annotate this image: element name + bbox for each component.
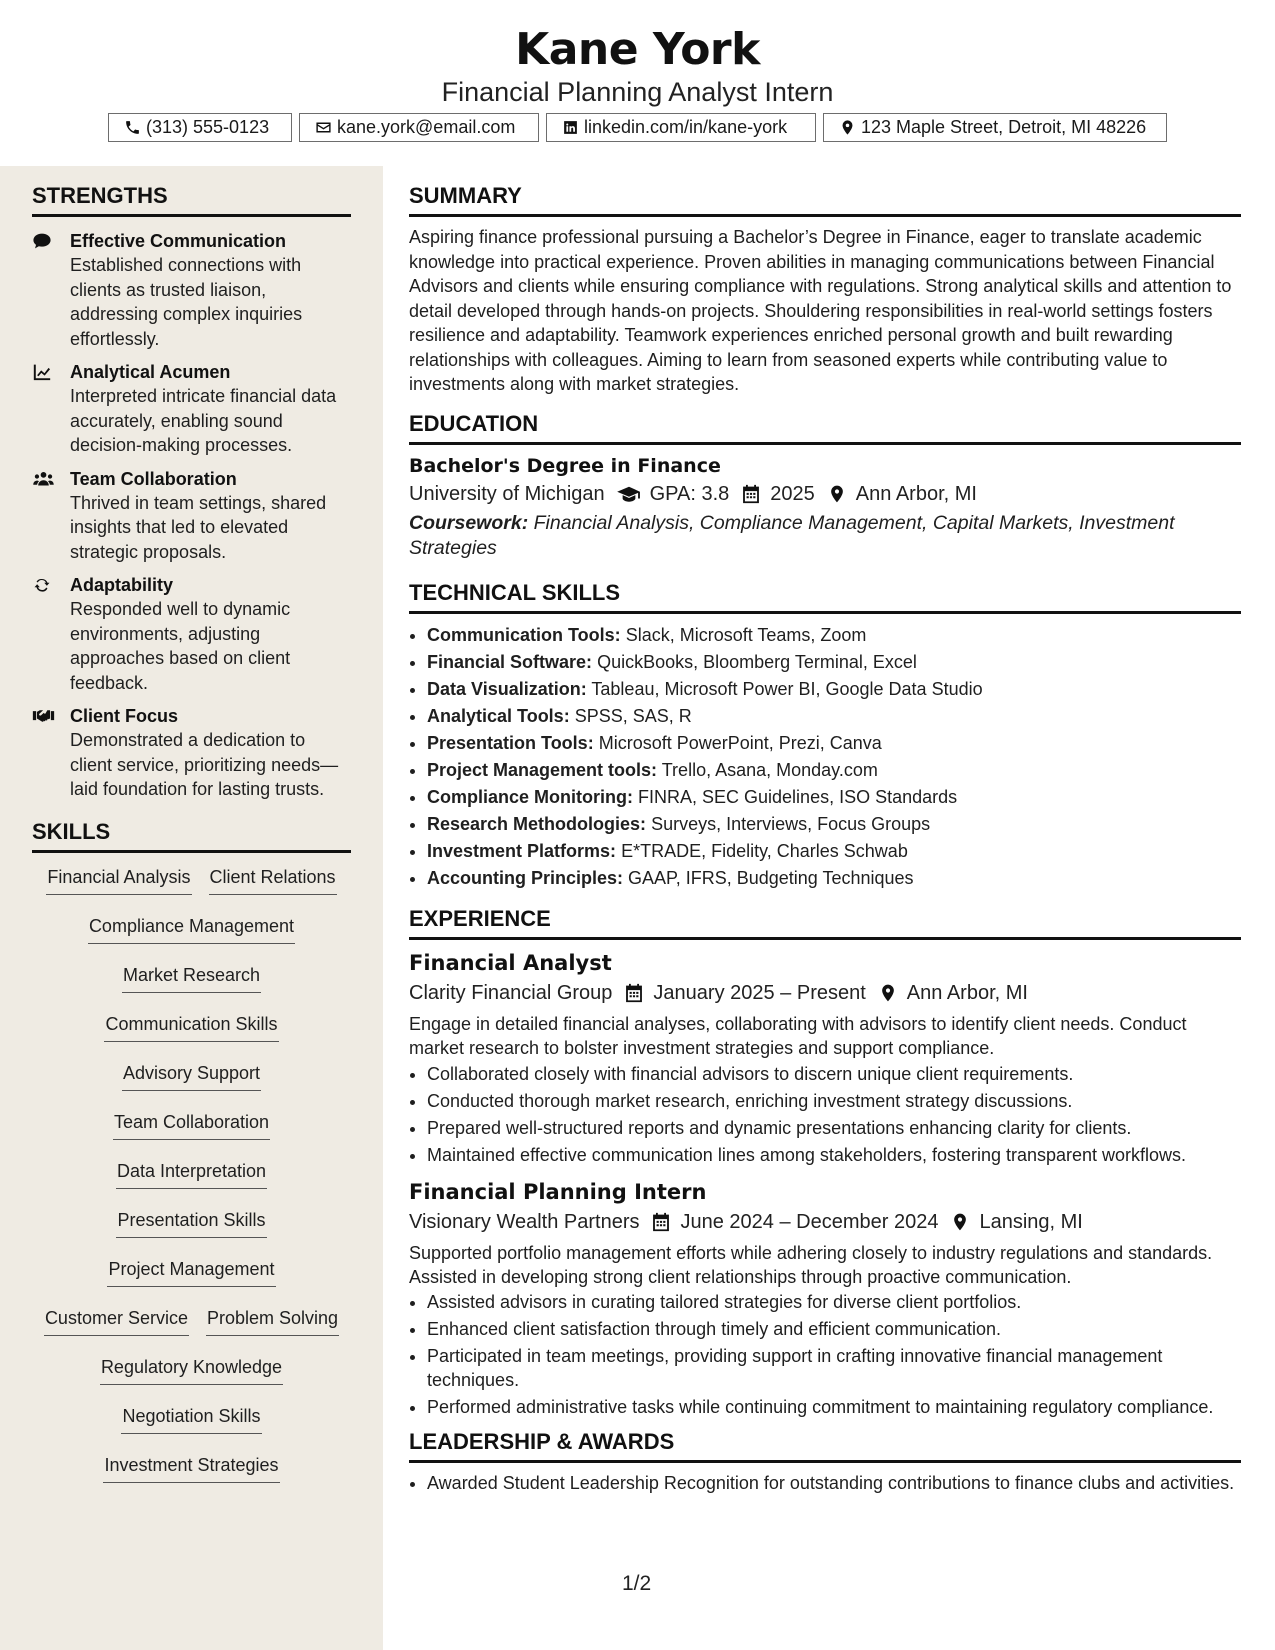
strengths-heading: STRENGTHS <box>32 182 351 217</box>
skill-tag: Data Interpretation <box>116 1159 267 1189</box>
job-summary: Engage in detailed financial analyses, collaborating with advisors to identify client needs. Conduct market research to bolster investment strategies and support compliance. <box>409 1013 1187 1058</box>
list-item: • Research Methodologies: Surveys, Interviews, Focus Groups <box>427 811 1241 838</box>
list-item: • Investment Platforms: E*TRADE, Fidelity, Charles Schwab <box>427 838 1241 865</box>
job-title: Financial Planning Intern <box>409 1179 707 1204</box>
skill-tag: Presentation Skills <box>116 1208 266 1238</box>
list-item: • Awarded Student Leadership Recognition for outstanding contributions to finance clubs and activities. <box>427 1471 1241 1496</box>
education-heading: EDUCATION <box>409 410 1241 445</box>
skill-tag: Communication Skills <box>104 1012 278 1042</box>
job-bullets <box>409 1061 1241 1169</box>
education-degree: Bachelor's Degree in Finance <box>409 454 721 477</box>
list-item: • Maintained effective communication lines among stakeholders, fostering transparent workflows. <box>427 1142 1241 1169</box>
skill-tag: Market Research <box>122 963 261 993</box>
map-pin-icon <box>950 1212 970 1232</box>
strength-title: Analytical Acumen <box>70 362 231 382</box>
list-item: • Presentation Tools: Microsoft PowerPoint, Prezi, Canva <box>427 730 1241 757</box>
skill-tag: Compliance Management <box>88 914 295 944</box>
list-item: • Project Management tools: Trello, Asana, Monday.com <box>427 757 1241 784</box>
skill-tag: Team Collaboration <box>113 1110 270 1140</box>
contact-email-text: kane.york@email.com <box>337 117 516 137</box>
strength-item <box>32 573 351 695</box>
job-dates: January 2025 – Present <box>653 981 866 1004</box>
calendar-icon <box>651 1212 671 1232</box>
list-item: • Conducted thorough market research, enriching investment strategy discussions. <box>427 1088 1241 1115</box>
education-gpa: GPA: 3.8 <box>649 482 730 505</box>
skill-tag: Problem Solving <box>206 1306 339 1336</box>
list-item: • Assisted advisors in curating tailored strategies for diverse client portfolios. <box>427 1290 1241 1315</box>
linkedin-icon <box>562 119 579 136</box>
job-meta <box>409 1207 1241 1237</box>
contact-phone[interactable] <box>108 113 292 142</box>
map-pin-icon <box>839 119 856 136</box>
strength-title: Client Focus <box>70 706 179 726</box>
list-item: • Data Visualization: Tableau, Microsoft Power BI, Google Data Studio <box>427 676 1241 703</box>
job-dates: June 2024 – December 2024 <box>680 1210 939 1233</box>
coursework-label: Coursework: <box>409 511 529 534</box>
strength-item <box>32 704 351 802</box>
job-entry <box>409 948 1241 1169</box>
skill-tag: Client Relations <box>209 865 337 895</box>
job-location: Lansing, MI <box>979 1210 1083 1233</box>
technical-skills-list <box>409 622 1241 892</box>
skill-tag: Financial Analysis <box>46 865 191 895</box>
calendar-icon <box>741 484 761 504</box>
technical-skills-heading: TECHNICAL SKILLS <box>409 579 1241 614</box>
job-meta <box>409 978 1241 1008</box>
strength-title: Effective Communication <box>70 231 287 251</box>
map-pin-icon <box>878 983 898 1003</box>
strength-title: Adaptability <box>70 575 174 595</box>
education-meta <box>409 479 1241 509</box>
job-location: Ann Arbor, MI <box>906 981 1028 1004</box>
list-item: • Performed administrative tasks while continuing commitment to maintaining regulatory compliance. <box>427 1395 1241 1420</box>
education-coursework <box>409 511 1241 561</box>
skill-tag: Regulatory Knowledge <box>100 1355 283 1385</box>
summary-heading: SUMMARY <box>409 182 1241 217</box>
candidate-name: Kane York <box>515 24 760 75</box>
contact-phone-text: (313) 555-0123 <box>146 117 270 137</box>
graduation-cap-icon <box>617 484 641 504</box>
job-company: Visionary Wealth Partners <box>409 1210 640 1233</box>
skills-heading: SKILLS <box>32 818 351 853</box>
strength-desc: Established connections with clients as trusted liaison, addressing complex inquiries effortlessly. <box>70 255 303 349</box>
list-item: • Analytical Tools: SPSS, SAS, R <box>427 703 1241 730</box>
list-item: • Compliance Monitoring: FINRA, SEC Guidelines, ISO Standards <box>427 784 1241 811</box>
list-item: • Accounting Principles: GAAP, IFRS, Budgeting Techniques <box>427 865 1241 892</box>
summary-text: Aspiring finance professional pursuing a Bachelor’s Degree in Finance, eager to translate academic knowledge into practical experience. Proven abilities in managing communications between Financial Advisors and clients while ensuring compliance with regulations. Strong analytical skills and attention to detail developed through hands-on projects. Shouldering responsibilities in real-world settings fosters resilience and adaptability. Teamwork experiences enriched personal growth and built rewarding relationships with colleagues. Aiming to learn from seasoned experts while contributing value to investments along with market strategies. <box>409 227 1232 394</box>
skill-tag: Customer Service <box>44 1306 189 1336</box>
strength-desc: Demonstrated a dedication to client service, prioritizing needs—laid foundation for lasting trusts. <box>70 730 339 799</box>
speech-bubble-icon <box>32 232 52 250</box>
job-summary: Supported portfolio management efforts while adhering closely to industry regulations and standards. Assisted in developing strong client relationships through proactive communication. <box>409 1242 1213 1287</box>
refresh-icon <box>32 576 52 594</box>
leadership-heading: LEADERSHIP & AWARDS <box>409 1428 1241 1463</box>
candidate-title: Financial Planning Analyst Intern <box>441 77 834 107</box>
list-item: • Communication Tools: Slack, Microsoft Teams, Zoom <box>427 622 1241 649</box>
line-chart-icon <box>32 363 52 381</box>
resume-header <box>0 0 1275 166</box>
skill-tag: Investment Strategies <box>103 1453 279 1483</box>
strength-desc: Responded well to dynamic environments, adjusting approaches based on client feedback. <box>70 599 291 693</box>
contact-address[interactable] <box>823 113 1167 142</box>
job-entry <box>409 1177 1241 1420</box>
strength-desc: Thrived in team settings, shared insights that led to elevated strategic proposals. <box>70 492 327 562</box>
leadership-list <box>409 1471 1241 1496</box>
strength-item <box>32 360 351 458</box>
list-item: • Prepared well-structured reports and dynamic presentations enhancing clarity for clients. <box>427 1115 1241 1142</box>
job-company: Clarity Financial Group <box>409 981 613 1004</box>
strength-item <box>32 467 351 565</box>
map-pin-icon <box>827 484 847 504</box>
main-content <box>409 166 1241 1498</box>
page-number: 1/2 <box>622 1572 652 1595</box>
strength-title: Team Collaboration <box>70 468 237 489</box>
list-item: • Collaborated closely with financial advisors to discern unique client requirements. <box>427 1061 1241 1088</box>
skills-list <box>32 865 351 1502</box>
strength-desc: Interpreted intricate financial data accurately, enabling sound decision-making processes. <box>70 386 337 455</box>
job-title: Financial Analyst <box>409 950 612 975</box>
skill-tag: Project Management <box>107 1257 275 1287</box>
education-location: Ann Arbor, MI <box>855 482 977 505</box>
skill-tag: Negotiation Skills <box>121 1404 261 1434</box>
list-item: • Enhanced client satisfaction through timely and efficient communication. <box>427 1317 1241 1342</box>
job-bullets <box>409 1290 1241 1420</box>
sidebar <box>0 166 383 1650</box>
experience-heading: EXPERIENCE <box>409 905 1241 940</box>
calendar-icon <box>624 983 644 1003</box>
phone-icon <box>124 119 141 136</box>
contact-address-text: 123 Maple Street, Detroit, MI 48226 <box>861 117 1147 137</box>
contact-bar <box>0 113 1275 142</box>
contact-linkedin-text: linkedin.com/in/kane-york <box>584 117 788 137</box>
list-item: • Participated in team meetings, providing support in crafting innovative financial management techniques. <box>427 1344 1241 1393</box>
handshake-icon <box>32 707 55 725</box>
contact-linkedin[interactable] <box>546 113 816 142</box>
users-icon <box>32 470 55 488</box>
list-item: • Financial Software: QuickBooks, Bloomberg Terminal, Excel <box>427 649 1241 676</box>
contact-email[interactable] <box>299 113 539 142</box>
strength-item <box>32 229 351 351</box>
skill-tag: Advisory Support <box>122 1061 261 1091</box>
education-school: University of Michigan <box>409 482 605 505</box>
education-year: 2025 <box>770 482 815 505</box>
coursework-text: Financial Analysis, Compliance Management, Capital Markets, Investment Strategies <box>409 511 1175 559</box>
envelope-icon <box>315 119 332 136</box>
